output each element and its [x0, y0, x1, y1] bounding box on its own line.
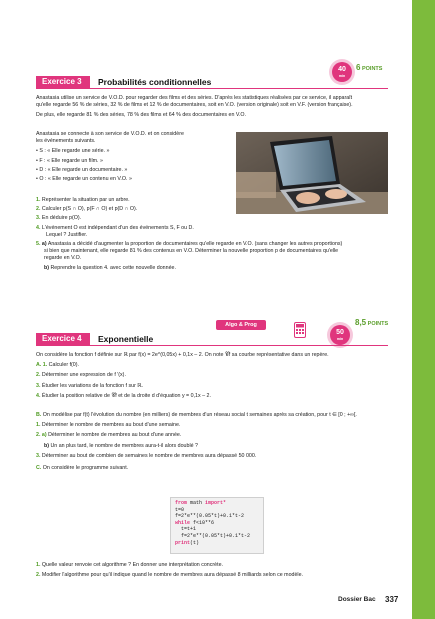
- question-b2b: b) Un an plus tard, le nombre de membres aura-t-il alors doublé ?: [44, 442, 198, 449]
- question-text: L'événement O est indépendant d'un des événements S, F ou D.: [41, 224, 194, 231]
- question-text: Déterminer le nombre de membres au bout d'une année.: [48, 432, 182, 439]
- exercise-3-questions: [36, 197, 408, 272]
- question-b-intro: B. On modélise par f(t) l'évolution du nombre (en milliers) de membres d'un réseau social t semaines après sa création, pour t ∈ [0 ; +∞[.: [36, 412, 357, 418]
- question-text: On modélise par f(t) l'évolution du nombre (en milliers) de membres d'un réseau social t semaines après sa création, pour t ∈ [0 ; +∞[.: [42, 412, 357, 418]
- question-text: Calculer p(S ∩ O), p(F ∩ O) et p(D ∩ O).: [41, 206, 138, 213]
- question-text: Quelle valeur renvoie cet algorithme ? En donner une interprétation concrète.: [41, 562, 223, 568]
- event-item: • D : « Elle regarde un documentaire. »: [36, 166, 128, 173]
- question-a3: 3. Étudier les variations de la fonction f sur ℝ.: [36, 382, 143, 389]
- points-label: POINTS: [361, 66, 383, 72]
- question-4: 4. L'événement O est indépendant d'un des événements S, F ou D.: [36, 224, 194, 231]
- question-a1: A. 1. Calculer f(0).: [36, 362, 79, 369]
- question-3: 3. En déduire p(O).: [36, 215, 82, 222]
- question-text: regarde en V.O.: [44, 255, 82, 262]
- question-text: Déterminer le nombre de membres au bout d'une semaine.: [41, 422, 181, 429]
- question-text: Anastasia a décidé d'augmenter la proportion de documentaires qu'elle regarde en V.O. (sans changer les autres proportions): [47, 241, 343, 248]
- question-text: Modifier l'algorithme pour qu'il indique quand le nombre de membres aura dépassé 8 milliards selon ce modèle.: [41, 572, 304, 579]
- points-value: 6: [356, 63, 361, 72]
- exercise-4-part-c: [36, 562, 410, 579]
- paragraph-line: les événements suivants.: [36, 138, 96, 145]
- timer-badge-ex3: [332, 62, 352, 82]
- question-b3: 3. Déterminer au bout de combien de semaines le nombre de membres aura dépassé 50 000.: [36, 452, 257, 459]
- question-a2: 2. Déterminer une expression de f ′(x).: [36, 372, 126, 379]
- event-item: • O : « Elle regarde un contenu en V.O. »: [36, 176, 132, 183]
- algo-prog-badge: Algo & Prog: [216, 320, 266, 330]
- question-c2: 2. Modifier l'algorithme pour qu'il indique quand le nombre de membres aura dépassé 8 milliards selon ce modèle.: [36, 572, 304, 579]
- code-line: t=0: [175, 506, 185, 513]
- python-code-block: [170, 497, 264, 554]
- question-5a: 5. a) Anastasia a décidé d'augmenter la proportion de documentaires qu'elle regarde en V.O. (sans changer les autres proportions): [36, 241, 343, 248]
- exercise-title: Exponentielle: [98, 334, 154, 344]
- exercise-3-intro: [36, 95, 408, 120]
- timer-badge-ex4: [330, 325, 350, 345]
- paragraph-line: Anastasia se connecte à son service de V.O.D. et on considère: [36, 131, 184, 137]
- question-text: Représenter la situation par un arbre.: [41, 197, 130, 203]
- exercise-4-part-a: [36, 352, 408, 400]
- question-c1: 1. Quelle valeur renvoie cet algorithme ? En donner une interprétation concrète.: [36, 562, 223, 568]
- question-a4: 4. Étudier la position relative de 𝒞f et de la droite d d'équation y = 0,1x – 2.: [36, 392, 211, 399]
- question-text: On considère le programme suivant.: [42, 465, 129, 472]
- question-2: 2. Calculer p(S ∩ O), p(F ∩ O) et p(D ∩ O).: [36, 206, 138, 213]
- code-line: f=2*e**(0.05*t)+0.1*t-2: [175, 513, 245, 520]
- question-text: Étudier les variations de la fonction f sur ℝ.: [41, 382, 143, 389]
- question-text: En déduire p(O).: [41, 215, 82, 222]
- paragraph-line: De plus, elle regarde 81 % des séries, 78 % des films et 64 % des documentaires en V.O.: [36, 112, 247, 119]
- paragraph-line: Anastasia utilise un service de V.O.D. pour regarder des films et des séries. D'après les statistiques réalisées par ce service, il apparaît: [36, 95, 353, 101]
- header-rule: [36, 88, 388, 89]
- question-text: Lequel ? Justifier.: [46, 231, 88, 238]
- code-line: print(t): [175, 539, 200, 546]
- question-b1: 1. Déterminer le nombre de membres au bout d'une semaine.: [36, 422, 181, 429]
- points-label: POINTS: [367, 321, 389, 327]
- calculator-icon: [294, 322, 306, 338]
- footer-label: Dossier Bac: [338, 596, 376, 603]
- timer-value: 50: [336, 329, 344, 336]
- code-line: while f<10**6: [175, 519, 215, 526]
- question-text: Un an plus tard, le nombre de membres aura-t-il alors doublé ?: [50, 442, 198, 449]
- code-line: from math import*: [175, 500, 227, 506]
- timer-value: 40: [338, 66, 346, 73]
- points-value: 8,5: [355, 318, 367, 327]
- code-line: f=2*e**(0.05*t)+0.1*t-2: [175, 532, 251, 539]
- timer-unit: min: [336, 337, 344, 341]
- points-ex4: [355, 318, 388, 327]
- timer-unit: min: [338, 74, 346, 78]
- page-number: 337: [385, 595, 399, 604]
- question-5b: b) Reprendre la question 4. avec cette nouvelle donnée.: [44, 264, 176, 271]
- question-text: Déterminer au bout de combien de semaines le nombre de membres aura dépassé 50 000.: [41, 452, 257, 459]
- exercise-tag: Exercice 3: [36, 76, 90, 88]
- header-rule: [36, 345, 388, 346]
- question-b2a: 2. a) Déterminer le nombre de membres au bout d'une année.: [36, 432, 182, 439]
- question-c-intro: C. On considère le programme suivant.: [36, 465, 129, 472]
- event-item: • F : « Elle regarde un film. »: [36, 157, 103, 164]
- exercise-3-events: [36, 131, 236, 183]
- question-text: Déterminer une expression de f ′(x).: [41, 372, 126, 379]
- question-text: si bien que maintenant, elle regarde 81 % des contenus en V.O. Déterminer la nouvelle proportion p de documentaires qu'elle: [44, 248, 339, 255]
- paragraph-line: qu'elle regarde 56 % de séries, 32 % de films et 12 % de documentaires, soit en V.O. (version originale) soit en V.F. (version française).: [36, 102, 353, 109]
- question-text: Calculer f(0).: [48, 362, 79, 369]
- question-text: Étudier la position relative de 𝒞f et de la droite d d'équation y = 0,1x – 2.: [41, 392, 211, 399]
- points-ex3: [356, 63, 382, 72]
- question-1: 1. Représenter la situation par un arbre.: [36, 197, 130, 203]
- exercise-4-part-b: [36, 412, 410, 472]
- paragraph-line: On considère la fonction f définie sur ℝ par f(x) = 2e^(0,05x) + 0,1x – 2. On note 𝒞f sa courbe représentative dans un repère.: [36, 352, 329, 358]
- exercise-title: Probabilités conditionnelles: [98, 77, 212, 87]
- exercise-tag: Exercice 4: [36, 333, 90, 345]
- code-line: t=t+1: [175, 526, 197, 533]
- question-text: Reprendre la question 4. avec cette nouvelle donnée.: [50, 264, 176, 271]
- event-item: • S : « Elle regarde une série. »: [36, 148, 110, 155]
- side-color-band: [412, 0, 435, 619]
